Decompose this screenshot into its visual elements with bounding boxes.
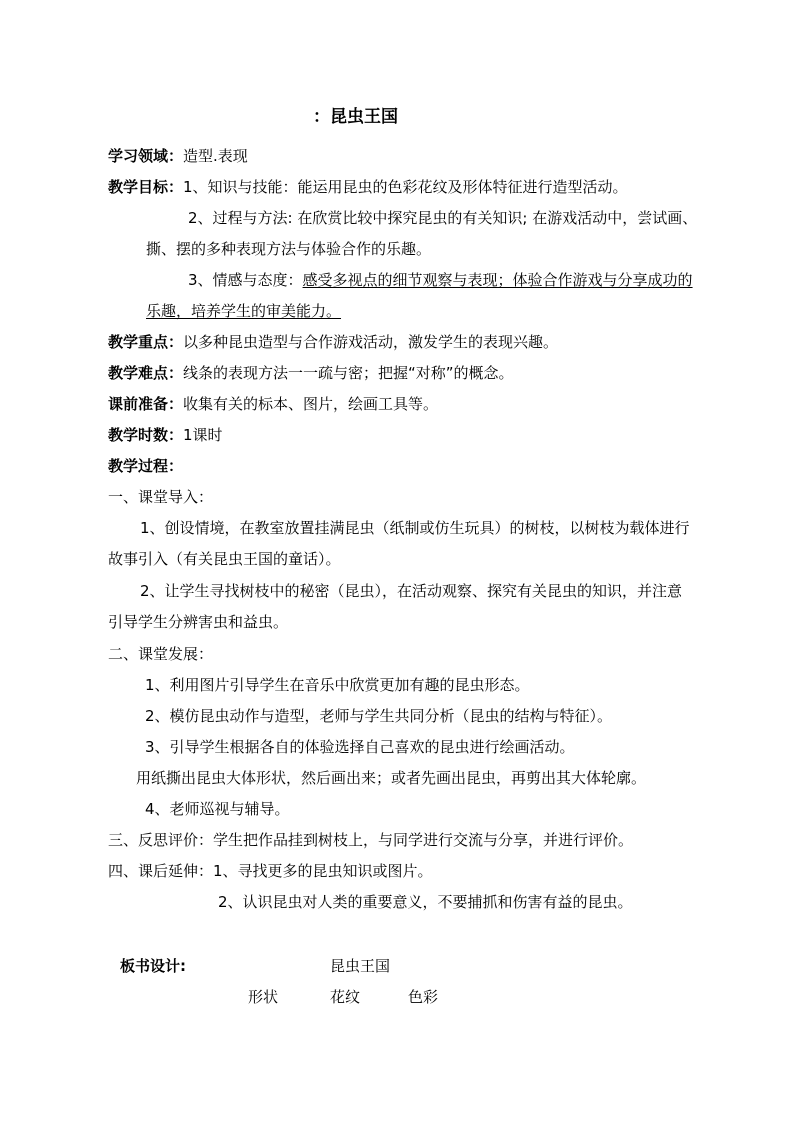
difficulty-value: 线条的表现方法一一疏与密；把握“对称”的概念。 bbox=[183, 364, 514, 382]
domain-value: 造型.表现 bbox=[183, 147, 248, 165]
goal-3-line2: 乐趣，培养学生的审美能力。 bbox=[146, 302, 342, 320]
goal-2-line1: 2、过程与方法: 在欣赏比较中探究昆虫的有关知识; 在游戏活动中，尝试画、 bbox=[188, 209, 698, 227]
prep-value: 收集有关的标本、图片，绘画工具等。 bbox=[183, 395, 439, 413]
section-2-item-3: 3、引导学生根据各自的体验选择自己喜欢的昆虫进行绘画活动。 bbox=[145, 738, 575, 756]
section-2-heading: 二、课堂发展： bbox=[108, 645, 214, 663]
focus-line bbox=[108, 332, 558, 352]
prep-line bbox=[108, 394, 438, 414]
prep-label: 课前准备： bbox=[108, 395, 184, 413]
section-1-item-1-line1: 1、创设情境，在教室放置挂满昆虫（纸制或仿生玩具）的树枝，以树枝为载体进行 bbox=[140, 519, 690, 537]
goals-label: 教学目标： bbox=[108, 178, 184, 196]
hours-value: 1课时 bbox=[183, 426, 223, 444]
board-item-shape: 形状 bbox=[248, 988, 279, 1006]
section-2-item-4: 4、老师巡视与辅导。 bbox=[145, 800, 290, 818]
hours-line bbox=[108, 425, 223, 445]
domain-label: 学习领域： bbox=[108, 147, 184, 165]
goal-3-prefix: 3、情感与态度： bbox=[188, 271, 303, 289]
page-title: ：昆虫王国 bbox=[313, 107, 398, 127]
board-item-color: 色彩 bbox=[408, 988, 439, 1006]
hours-label: 教学时数： bbox=[108, 426, 184, 444]
section-4-line1: 四、课后延伸：1、寻找更多的昆虫知识或图片。 bbox=[108, 862, 433, 880]
section-3: 三、反思评价：学生把作品挂到树枝上，与同学进行交流与分享，并进行评价。 bbox=[108, 831, 634, 849]
section-1-item-1-line2: 故事引入（有关昆虫王国的童话）。 bbox=[108, 550, 341, 568]
section-1-item-2-line1: 2、让学生寻找树枝中的秘密（昆虫），在活动观察、探究有关昆虫的知识，并注意 bbox=[140, 582, 683, 600]
section-4-line2: 2、认识昆虫对人类的重要意义，不要捕抓和伤害有益的昆虫。 bbox=[218, 893, 633, 911]
section-1-heading: 一、课堂导入： bbox=[108, 488, 214, 506]
process-label: 教学过程： bbox=[108, 457, 184, 475]
difficulty-line bbox=[108, 363, 514, 383]
difficulty-label: 教学难点： bbox=[108, 364, 184, 382]
section-2-note: 用纸撕出昆虫大体形状，然后画出来；或者先画出昆虫，再剪出其大体轮廓。 bbox=[136, 769, 647, 787]
goal-2-line2: 撕、摆的多种表现方法与体验合作的乐趣。 bbox=[146, 240, 432, 258]
goal-3-text: 感受多视点的细节观察与表现；体验合作游戏与分享成功的 bbox=[302, 271, 693, 289]
section-2-item-1: 1、利用图片引导学生在音乐中欣赏更加有趣的昆虫形态。 bbox=[145, 676, 530, 694]
goals-line bbox=[108, 177, 628, 197]
focus-value: 以多种昆虫造型与合作游戏活动，激发学生的表现兴趣。 bbox=[183, 333, 559, 351]
focus-label: 教学重点： bbox=[108, 333, 184, 351]
section-1-item-2-line2: 引导学生分辨害虫和益虫。 bbox=[108, 613, 289, 631]
goal-3-line1 bbox=[188, 270, 693, 290]
goal-1: 1、知识与技能：能运用昆虫的色彩花纹及形体特征进行造型活动。 bbox=[183, 178, 628, 196]
board-label: 板书设计: bbox=[120, 957, 186, 975]
domain-line bbox=[108, 146, 248, 166]
board-title: 昆虫王国 bbox=[330, 957, 391, 975]
board-item-pattern: 花纹 bbox=[330, 988, 361, 1006]
section-2-item-2: 2、模仿昆虫动作与造型，老师与学生共同分析（昆虫的结构与特征）。 bbox=[145, 707, 613, 725]
